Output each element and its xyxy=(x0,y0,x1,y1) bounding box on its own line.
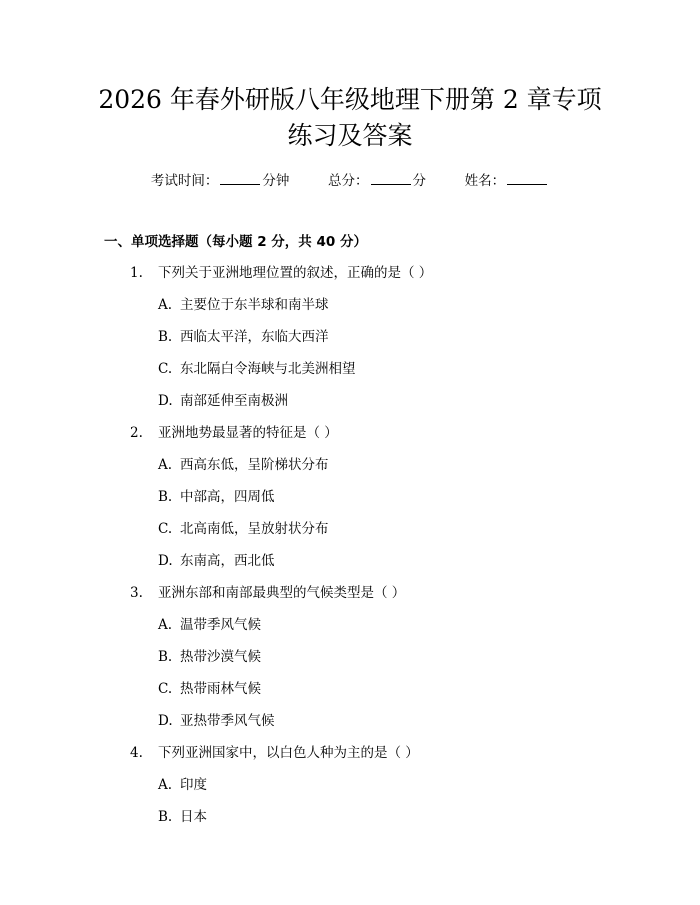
option-text: 北高南低，呈放射状分布 xyxy=(180,521,329,537)
question-2-option-c xyxy=(158,517,329,537)
question-text: 亚洲地势最显著的特征是（ ） xyxy=(158,425,338,441)
option-letter: D. xyxy=(158,553,173,569)
document-title-line-1: 2026 年春外研版八年级地理下册第 2 章专项 xyxy=(98,85,602,114)
question-number: 3. xyxy=(130,585,143,601)
option-letter: D. xyxy=(158,393,173,409)
option-letter: B. xyxy=(158,489,173,505)
total-score-unit: 分 xyxy=(412,173,426,189)
section-heading-single-choice: 一、单项选择题（每小题 2 分，共 40 分） xyxy=(104,234,367,250)
document-title-line-2: 练习及答案 xyxy=(287,121,413,150)
option-letter: C. xyxy=(158,521,173,537)
option-text: 西高东低，呈阶梯状分布 xyxy=(180,457,329,473)
option-text: 中部高，四周低 xyxy=(180,489,275,505)
question-text: 下列亚洲国家中，以白色人种为主的是（ ） xyxy=(158,745,419,761)
option-text: 亚热带季风气候 xyxy=(180,713,275,729)
question-1-option-a xyxy=(158,293,329,313)
question-4 xyxy=(130,741,419,761)
option-letter: C. xyxy=(158,361,173,377)
question-2-option-b xyxy=(158,485,275,505)
total-score-blank xyxy=(371,172,411,185)
question-3-option-b xyxy=(158,645,261,665)
student-name-field xyxy=(465,169,550,189)
total-score-field xyxy=(328,169,426,189)
student-name-blank xyxy=(507,172,547,185)
question-3-option-a xyxy=(158,613,261,633)
question-3 xyxy=(130,581,405,601)
option-text: 热带沙漠气候 xyxy=(180,649,261,665)
question-3-option-d xyxy=(158,709,275,729)
question-1-option-d xyxy=(158,389,288,409)
option-letter: A. xyxy=(158,777,173,793)
question-1-option-b xyxy=(158,325,329,345)
option-letter: A. xyxy=(158,297,173,313)
option-text: 主要位于东半球和南半球 xyxy=(180,297,329,313)
option-text: 温带季风气候 xyxy=(180,617,261,633)
question-1 xyxy=(130,261,432,281)
option-text: 印度 xyxy=(180,777,207,793)
question-2-option-d xyxy=(158,549,275,569)
option-letter: A. xyxy=(158,617,173,633)
option-text: 南部延伸至南极洲 xyxy=(180,393,288,409)
question-4-option-a xyxy=(158,773,207,793)
question-1-option-c xyxy=(158,357,356,377)
option-text: 西临太平洋，东临大西洋 xyxy=(180,329,329,345)
question-number: 4. xyxy=(130,745,143,761)
option-letter: B. xyxy=(158,649,173,665)
exam-time-field xyxy=(151,169,290,189)
option-text: 东北隔白令海峡与北美洲相望 xyxy=(180,361,356,377)
question-2 xyxy=(130,421,338,441)
option-text: 东南高，西北低 xyxy=(180,553,275,569)
exam-info-line xyxy=(0,169,700,189)
question-2-option-a xyxy=(158,453,329,473)
option-text: 日本 xyxy=(180,809,207,825)
option-letter: D. xyxy=(158,713,173,729)
exam-time-label: 考试时间： xyxy=(150,173,219,189)
option-letter: C. xyxy=(158,681,173,697)
option-text: 热带雨林气候 xyxy=(180,681,261,697)
question-number: 1. xyxy=(130,265,143,281)
option-letter: B. xyxy=(158,329,173,345)
question-4-option-b xyxy=(158,805,207,825)
student-name-label: 姓名： xyxy=(464,173,506,189)
question-text: 下列关于亚洲地理位置的叙述，正确的是（ ） xyxy=(158,265,433,281)
exam-time-blank xyxy=(220,172,260,185)
total-score-label: 总分： xyxy=(328,173,369,189)
exam-time-unit: 分钟 xyxy=(262,173,290,189)
question-number: 2. xyxy=(130,425,143,441)
option-letter: B. xyxy=(158,809,173,825)
question-3-option-c xyxy=(158,677,261,697)
question-text: 亚洲东部和南部最典型的气候类型是（ ） xyxy=(158,585,406,601)
option-letter: A. xyxy=(158,457,173,473)
